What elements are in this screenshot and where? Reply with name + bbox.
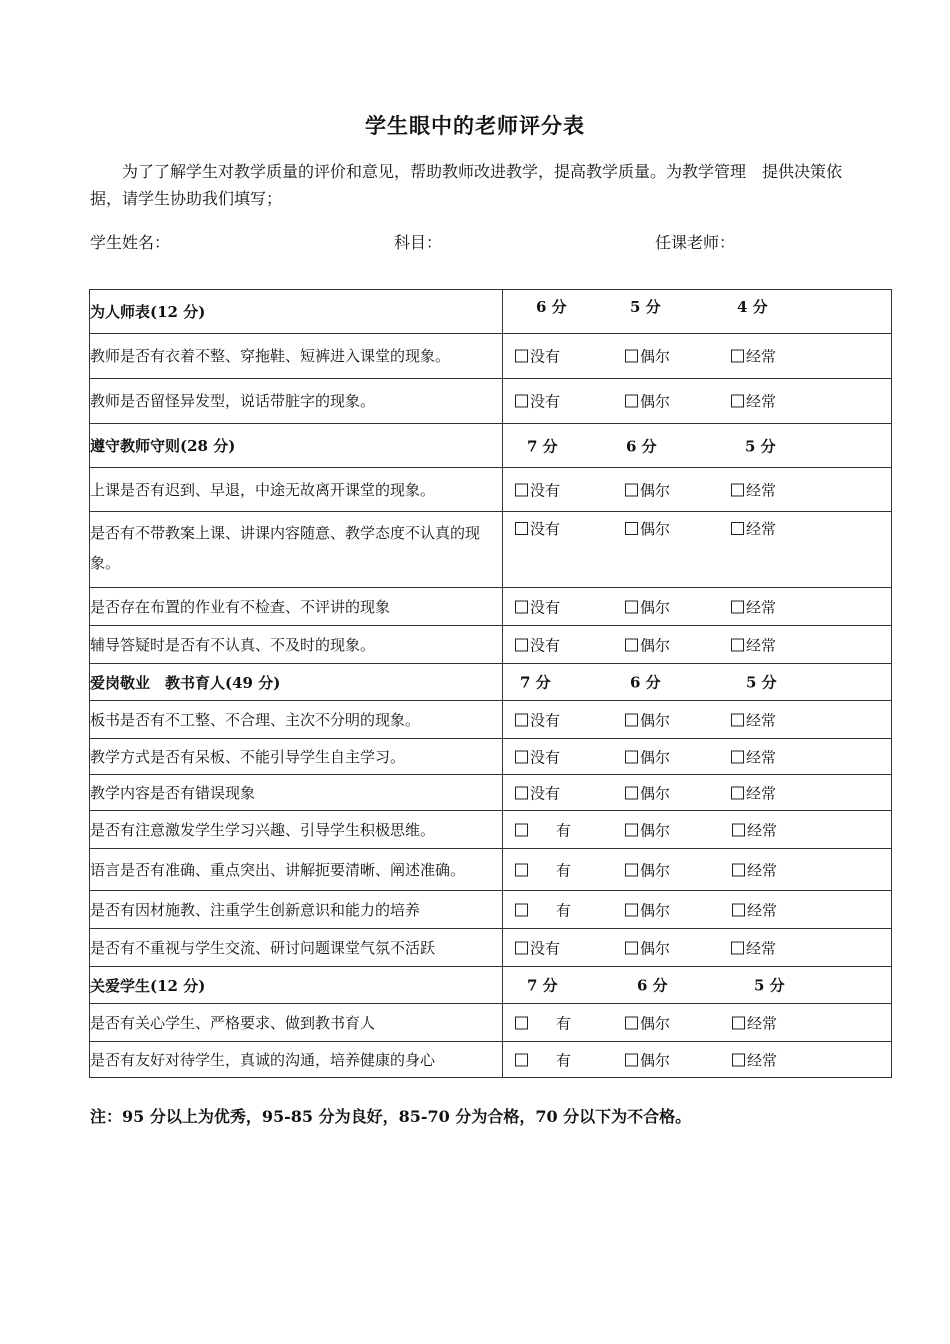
option-label: 没有 bbox=[530, 939, 561, 957]
question-row bbox=[90, 512, 892, 588]
point-value: 7 分 bbox=[527, 437, 558, 455]
section-points bbox=[503, 290, 892, 334]
option-label: 经常 bbox=[746, 347, 777, 366]
option-label: 偶尔 bbox=[640, 481, 671, 499]
option-meiyou[interactable] bbox=[515, 937, 560, 958]
option-label: 偶尔 bbox=[640, 520, 671, 538]
checkbox-icon[interactable] bbox=[625, 638, 638, 651]
option-label: 偶尔 bbox=[640, 901, 671, 919]
checkbox-icon[interactable] bbox=[625, 823, 638, 836]
option-label: 偶尔 bbox=[640, 598, 671, 616]
checkbox-icon[interactable] bbox=[515, 750, 528, 763]
checkbox-icon[interactable] bbox=[515, 350, 528, 363]
option-jingchang[interactable] bbox=[731, 937, 776, 958]
checkbox-icon[interactable] bbox=[732, 1053, 745, 1066]
option-jingchang[interactable] bbox=[731, 346, 776, 367]
option-label: 经常 bbox=[746, 636, 777, 654]
option-label: 经常 bbox=[747, 1051, 778, 1069]
option-label: 没有 bbox=[530, 748, 561, 766]
option-you[interactable] bbox=[515, 1012, 571, 1033]
option-label: 经常 bbox=[746, 711, 777, 729]
point-value: 7 分 bbox=[520, 673, 551, 692]
point-value: 5 分 bbox=[754, 976, 785, 995]
option-ouer[interactable] bbox=[625, 596, 670, 617]
option-meiyou[interactable] bbox=[515, 391, 560, 412]
question-row bbox=[90, 626, 892, 664]
checkbox-icon[interactable] bbox=[625, 483, 638, 496]
option-ouer[interactable] bbox=[625, 859, 670, 880]
question-text: 辅导答疑时是否有不认真、不及时的现象。 bbox=[90, 626, 503, 664]
option-label: 没有 bbox=[530, 392, 561, 411]
question-text: 是否有注意激发学生学习兴趣、引导学生积极思维。 bbox=[90, 811, 503, 849]
answer-options bbox=[503, 739, 892, 775]
point-value: 4 分 bbox=[737, 298, 768, 316]
checkbox-icon[interactable] bbox=[731, 750, 744, 763]
checkbox-icon[interactable] bbox=[625, 941, 638, 954]
checkbox-icon[interactable] bbox=[515, 395, 528, 408]
checkbox-icon[interactable] bbox=[515, 600, 528, 613]
option-jingchang[interactable] bbox=[731, 746, 776, 767]
section-title: 关爱学生(12 分) bbox=[90, 967, 503, 1004]
checkbox-icon[interactable] bbox=[732, 863, 745, 876]
question-row bbox=[90, 929, 892, 967]
question-text: 是否存在布置的作业有不检查、不评讲的现象 bbox=[90, 588, 503, 626]
checkbox-icon[interactable] bbox=[731, 638, 744, 651]
checkbox-icon[interactable] bbox=[515, 483, 528, 496]
option-label: 没有 bbox=[530, 481, 561, 499]
option-jingchang[interactable] bbox=[732, 1049, 777, 1070]
option-label: 经常 bbox=[746, 598, 777, 616]
option-label: 经常 bbox=[746, 481, 777, 499]
checkbox-icon[interactable] bbox=[731, 522, 744, 535]
option-label: 偶尔 bbox=[640, 939, 671, 957]
question-row bbox=[90, 468, 892, 512]
point-value: 5 分 bbox=[745, 437, 776, 455]
point-value: 7 分 bbox=[527, 976, 558, 995]
option-ouer[interactable] bbox=[625, 346, 670, 367]
option-jingchang[interactable] bbox=[731, 391, 776, 412]
checkbox-icon[interactable] bbox=[731, 350, 744, 363]
option-label: 没有 bbox=[530, 347, 561, 366]
option-jingchang[interactable] bbox=[732, 1012, 777, 1033]
section-title: 爱岗敬业 教书育人(49 分) bbox=[90, 664, 503, 701]
checkbox-icon[interactable] bbox=[625, 522, 638, 535]
option-label: 经常 bbox=[746, 784, 777, 802]
option-label: 偶尔 bbox=[640, 821, 671, 839]
checkbox-icon[interactable] bbox=[515, 786, 528, 799]
option-label: 偶尔 bbox=[640, 347, 671, 366]
section-title: 为人师表(12 分) bbox=[90, 290, 503, 334]
checkbox-icon[interactable] bbox=[515, 903, 528, 916]
option-label: 有 bbox=[556, 1051, 572, 1069]
option-label: 有 bbox=[556, 861, 572, 879]
checkbox-icon[interactable] bbox=[515, 863, 528, 876]
teacher-label: 任课老师： bbox=[655, 233, 736, 252]
point-value: 6 分 bbox=[626, 437, 657, 455]
checkbox-icon[interactable] bbox=[732, 823, 745, 836]
checkbox-icon[interactable] bbox=[625, 1016, 638, 1029]
answer-options bbox=[503, 334, 892, 379]
question-text: 是否有不重视与学生交流、研讨问题课堂气氛不活跃 bbox=[90, 929, 503, 967]
checkbox-icon[interactable] bbox=[515, 823, 528, 836]
option-label: 经常 bbox=[747, 1014, 778, 1032]
option-label: 有 bbox=[556, 821, 572, 839]
option-jingchang[interactable] bbox=[731, 709, 776, 730]
option-label: 经常 bbox=[747, 901, 778, 919]
option-label: 经常 bbox=[746, 392, 777, 411]
checkbox-icon[interactable] bbox=[732, 903, 745, 916]
question-row bbox=[90, 811, 892, 849]
question-row bbox=[90, 588, 892, 626]
answer-options bbox=[503, 929, 892, 967]
option-you[interactable] bbox=[515, 819, 571, 840]
checkbox-icon[interactable] bbox=[731, 713, 744, 726]
option-label: 偶尔 bbox=[640, 861, 671, 879]
option-ouer[interactable] bbox=[625, 1049, 670, 1070]
option-meiyou[interactable] bbox=[515, 746, 560, 767]
point-value: 6 分 bbox=[637, 976, 668, 995]
option-ouer[interactable] bbox=[625, 937, 670, 958]
checkbox-icon[interactable] bbox=[515, 638, 528, 651]
checkbox-icon[interactable] bbox=[625, 786, 638, 799]
option-jingchang[interactable] bbox=[732, 899, 777, 920]
option-label: 没有 bbox=[530, 636, 561, 654]
checkbox-icon[interactable] bbox=[515, 713, 528, 726]
question-row bbox=[90, 775, 892, 811]
answer-options bbox=[503, 588, 892, 626]
section-header-row bbox=[90, 664, 892, 701]
option-jingchang[interactable] bbox=[731, 479, 776, 500]
checkbox-icon[interactable] bbox=[625, 863, 638, 876]
question-text: 是否有不带教案上课、讲课内容随意、教学态度不认真的现象。 bbox=[90, 512, 503, 588]
checkbox-icon[interactable] bbox=[625, 600, 638, 613]
answer-options bbox=[503, 1004, 892, 1042]
option-jingchang[interactable] bbox=[731, 634, 776, 655]
intro-paragraph: 为了了解学生对教学质量的评价和意见，帮助教师改进教学，提高教学质量。为教学管理 提供决策依据，请学生协助我们填写； bbox=[90, 162, 843, 208]
answer-options bbox=[503, 1042, 892, 1078]
section-points bbox=[503, 424, 892, 468]
checkbox-icon[interactable] bbox=[625, 1053, 638, 1066]
question-text: 教师是否有衣着不整、穿拖鞋、短裤进入课堂的现象。 bbox=[90, 334, 503, 379]
question-row bbox=[90, 379, 892, 424]
question-text: 是否有关心学生、严格要求、做到教书育人 bbox=[90, 1004, 503, 1042]
option-label: 偶尔 bbox=[640, 1014, 671, 1032]
checkbox-icon[interactable] bbox=[625, 903, 638, 916]
subject-label: 科目： bbox=[394, 233, 443, 252]
checkbox-icon[interactable] bbox=[515, 1016, 528, 1029]
question-text: 是否有友好对待学生，真诚的沟通，培养健康的身心 bbox=[90, 1042, 503, 1078]
option-label: 经常 bbox=[746, 939, 777, 957]
answer-options bbox=[503, 626, 892, 664]
question-text: 教师是否留怪异发型，说话带脏字的现象。 bbox=[90, 379, 503, 424]
checkbox-icon[interactable] bbox=[625, 350, 638, 363]
answer-options bbox=[503, 775, 892, 811]
question-text: 板书是否有不工整、不合理、主次不分明的现象。 bbox=[90, 701, 503, 739]
option-ouer[interactable] bbox=[625, 1012, 670, 1033]
option-ouer[interactable] bbox=[625, 479, 670, 500]
checkbox-icon[interactable] bbox=[731, 483, 744, 496]
answer-options bbox=[503, 701, 892, 739]
section-points bbox=[503, 967, 892, 1004]
section-title: 遵守教师守则(28 分) bbox=[90, 424, 503, 468]
option-label: 有 bbox=[556, 1014, 572, 1032]
option-label: 没有 bbox=[530, 711, 561, 729]
option-label: 偶尔 bbox=[640, 392, 671, 411]
option-meiyou[interactable] bbox=[515, 709, 560, 730]
option-ouer[interactable] bbox=[625, 782, 670, 803]
option-jingchang[interactable] bbox=[732, 859, 777, 880]
option-jingchang[interactable] bbox=[731, 518, 776, 539]
option-jingchang[interactable] bbox=[732, 819, 777, 840]
section-header-row bbox=[90, 967, 892, 1004]
option-ouer[interactable] bbox=[625, 709, 670, 730]
checkbox-icon[interactable] bbox=[732, 1016, 745, 1029]
option-label: 偶尔 bbox=[640, 636, 671, 654]
question-row bbox=[90, 1042, 892, 1078]
option-label: 经常 bbox=[746, 748, 777, 766]
answer-options bbox=[503, 849, 892, 891]
answer-options bbox=[503, 379, 892, 424]
option-ouer[interactable] bbox=[625, 819, 670, 840]
answer-options bbox=[503, 468, 892, 512]
form-title: 学生眼中的老师评分表 bbox=[365, 113, 585, 138]
point-value: 6 分 bbox=[630, 673, 661, 692]
option-meiyou[interactable] bbox=[515, 634, 560, 655]
question-row bbox=[90, 701, 892, 739]
option-ouer[interactable] bbox=[625, 391, 670, 412]
checkbox-icon[interactable] bbox=[731, 786, 744, 799]
question-row bbox=[90, 1004, 892, 1042]
option-meiyou[interactable] bbox=[515, 518, 560, 539]
option-label: 没有 bbox=[530, 520, 561, 538]
point-value: 5 分 bbox=[630, 298, 661, 316]
section-header-row bbox=[90, 290, 892, 334]
question-row bbox=[90, 849, 892, 891]
option-meiyou[interactable] bbox=[515, 479, 560, 500]
checkbox-icon[interactable] bbox=[731, 600, 744, 613]
question-text: 上课是否有迟到、早退，中途无故离开课堂的现象。 bbox=[90, 468, 503, 512]
student-name-label: 学生姓名： bbox=[90, 233, 171, 252]
option-label: 偶尔 bbox=[640, 748, 671, 766]
checkbox-icon[interactable] bbox=[625, 750, 638, 763]
option-ouer[interactable] bbox=[625, 518, 670, 539]
answer-options bbox=[503, 891, 892, 929]
option-label: 偶尔 bbox=[640, 784, 671, 802]
rating-table bbox=[89, 289, 892, 1078]
question-row bbox=[90, 891, 892, 929]
section-points bbox=[503, 664, 892, 701]
grading-note: 注：95 分以上为优秀，95-85 分为良好，85-70 分为合格，70 分以下为不合格。 bbox=[90, 1107, 692, 1126]
option-you[interactable] bbox=[515, 1049, 571, 1070]
option-jingchang[interactable] bbox=[731, 596, 776, 617]
question-row bbox=[90, 334, 892, 379]
checkbox-icon[interactable] bbox=[625, 713, 638, 726]
option-meiyou[interactable] bbox=[515, 596, 560, 617]
option-meiyou[interactable] bbox=[515, 346, 560, 367]
point-value: 6 分 bbox=[536, 298, 567, 316]
question-text: 是否有因材施教、注重学生创新意识和能力的培养 bbox=[90, 891, 503, 929]
checkbox-icon[interactable] bbox=[515, 522, 528, 535]
checkbox-icon[interactable] bbox=[625, 395, 638, 408]
checkbox-icon[interactable] bbox=[515, 1053, 528, 1066]
option-label: 没有 bbox=[530, 784, 561, 802]
option-jingchang[interactable] bbox=[731, 782, 776, 803]
question-text: 教学方式是否有呆板、不能引导学生自主学习。 bbox=[90, 739, 503, 775]
option-meiyou[interactable] bbox=[515, 782, 560, 803]
point-value: 5 分 bbox=[746, 673, 777, 692]
checkbox-icon[interactable] bbox=[515, 941, 528, 954]
checkbox-icon[interactable] bbox=[731, 395, 744, 408]
option-you[interactable] bbox=[515, 859, 571, 880]
question-row bbox=[90, 739, 892, 775]
option-label: 没有 bbox=[530, 598, 561, 616]
checkbox-icon[interactable] bbox=[731, 941, 744, 954]
answer-options bbox=[503, 811, 892, 849]
option-label: 经常 bbox=[747, 821, 778, 839]
option-you[interactable] bbox=[515, 899, 571, 920]
option-ouer[interactable] bbox=[625, 746, 670, 767]
option-ouer[interactable] bbox=[625, 634, 670, 655]
option-ouer[interactable] bbox=[625, 899, 670, 920]
answer-options bbox=[503, 512, 892, 588]
option-label: 偶尔 bbox=[640, 1051, 671, 1069]
option-label: 偶尔 bbox=[640, 711, 671, 729]
option-label: 经常 bbox=[747, 861, 778, 879]
option-label: 经常 bbox=[746, 520, 777, 538]
option-label: 有 bbox=[556, 901, 572, 919]
section-header-row bbox=[90, 424, 892, 468]
question-text: 语言是否有准确、重点突出、讲解扼要清晰、阐述准确。 bbox=[90, 849, 503, 891]
question-text: 教学内容是否有错误现象 bbox=[90, 775, 503, 811]
